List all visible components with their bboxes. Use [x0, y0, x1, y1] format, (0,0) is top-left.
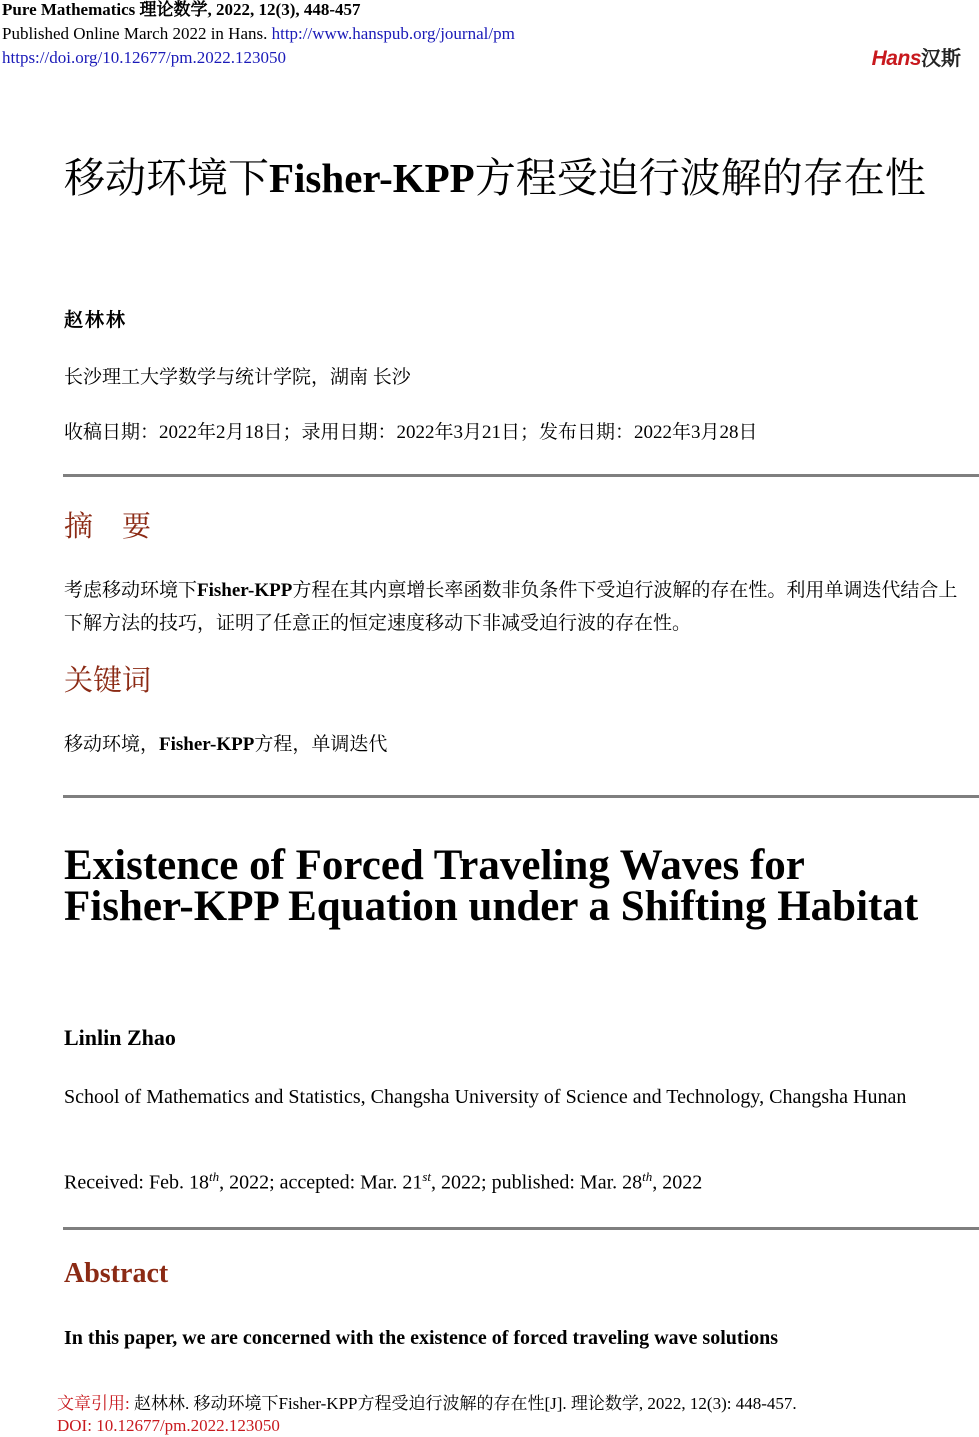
ordinal-suffix: st — [422, 1169, 432, 1184]
zh-title-latin: Fisher-KPP — [269, 155, 475, 201]
en-abstract: In this paper, we are concerned with the existence of forced traveling wave solutions — [64, 1327, 779, 1349]
zh-abstract-part: 考虑移动环境下 — [64, 579, 198, 601]
en-abstract-heading: Abstract — [64, 1258, 169, 1289]
received-date: Received: Feb. 18 — [64, 1171, 209, 1194]
zh-keyword-latin: Fisher-KPP — [159, 734, 255, 755]
divider — [63, 474, 979, 477]
citation-line — [57, 1393, 797, 1415]
zh-title-part: 方程受迫行波解的存在性 — [474, 154, 926, 202]
ordinal-suffix: th — [642, 1169, 653, 1184]
en-title: Existence of Forced Traveling Waves for Fisher-KPP Equation under a Shifting Habitat — [64, 842, 919, 930]
zh-title — [64, 156, 944, 201]
divider — [63, 1227, 979, 1230]
en-dates — [64, 1169, 702, 1195]
year-tail: , 2022 — [652, 1171, 703, 1194]
logo-cn: 汉斯 — [921, 48, 961, 70]
zh-author: 赵林林 — [64, 309, 128, 331]
en-affiliation: School of Mathematics and Statistics, Changsha University of Science and Technology, Changsha Hunan — [64, 1086, 907, 1108]
hans-logo — [872, 42, 961, 71]
zh-abstract-heading: 摘 要 — [64, 509, 152, 543]
zh-abstract — [64, 574, 968, 639]
published-text: Published Online March 2022 in Hans. — [2, 24, 268, 43]
zh-abstract-latin: Fisher-KPP — [197, 580, 293, 601]
zh-keyword: 移动环境， — [64, 733, 160, 755]
citation-text: 赵林林. 移动环境下Fisher-KPP方程受迫行波解的存在性[J]. 理论数学, 2022, 12(3): 448-457. — [129, 1394, 797, 1413]
ordinal-suffix: th — [208, 1169, 220, 1184]
zh-keywords-heading: 关键词 — [64, 663, 152, 697]
logo-brand: Hans — [871, 47, 921, 70]
zh-dates: 收稿日期：2022年2月18日；录用日期：2022年3月21日；发布日期：2022年3月28日 — [64, 422, 758, 443]
zh-keyword: 方程，单调迭代 — [254, 733, 388, 755]
divider — [63, 795, 979, 798]
zh-title-part: 移动环境下 — [64, 154, 269, 202]
journal-header: Pure Mathematics 理论数学, 2022, 12(3), 448-457 — [2, 0, 361, 19]
published-date: , 2022; published: Mar. 28 — [431, 1171, 643, 1194]
zh-abstract-part: 方程在其内禀增长率函数非负条件下受迫行波解的存在性。利用单调迭代结合上下解方法的技巧，证明了任意正的恒定速度移动下非减受迫行波的存在性。 — [64, 579, 958, 634]
zh-keywords — [64, 729, 387, 756]
accepted-date: , 2022; accepted: Mar. 21 — [219, 1171, 423, 1194]
publication-line — [2, 24, 515, 44]
journal-link[interactable]: http://www.hanspub.org/journal/pm — [271, 24, 515, 43]
citation-doi[interactable]: DOI: 10.12677/pm.2022.123050 — [57, 1416, 280, 1435]
en-author: Linlin Zhao — [64, 1025, 176, 1050]
citation — [57, 1393, 797, 1437]
zh-affiliation: 长沙理工大学数学与统计学院，湖南 长沙 — [64, 367, 411, 388]
doi-link[interactable]: https://doi.org/10.12677/pm.2022.123050 — [2, 48, 286, 67]
citation-label: 文章引用: — [57, 1394, 130, 1413]
